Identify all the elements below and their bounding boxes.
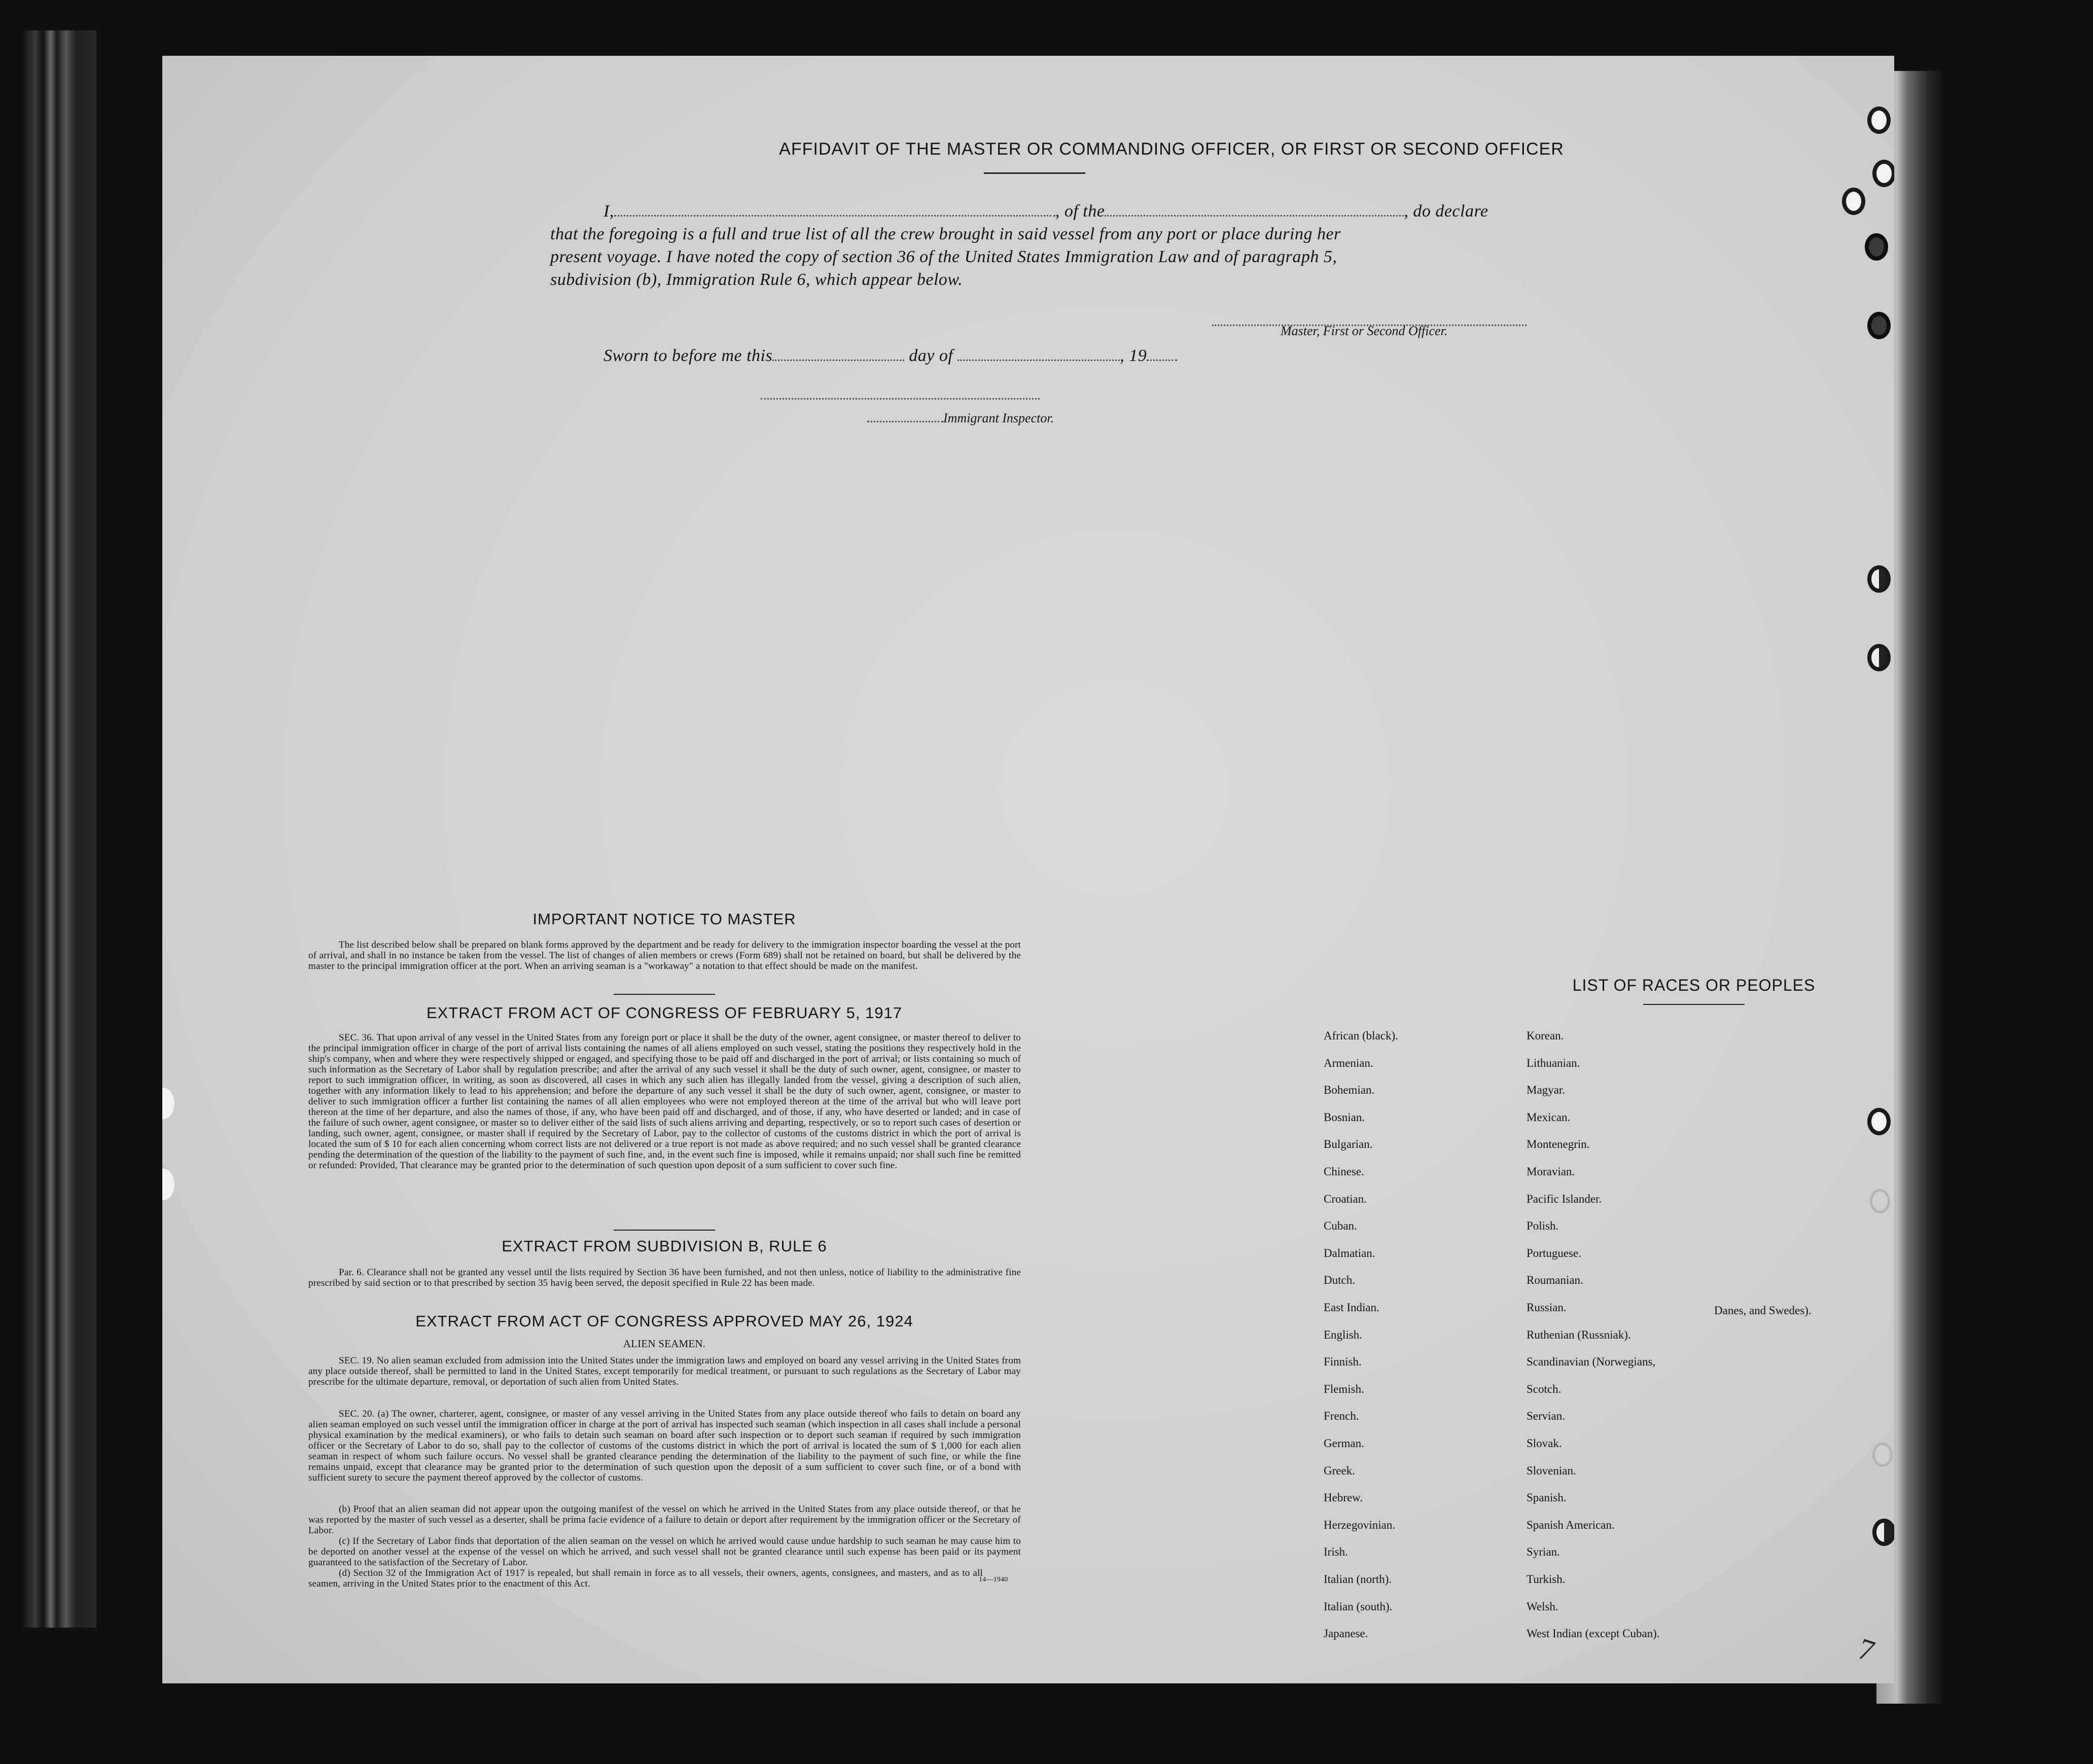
race-item: Servian. — [1527, 1410, 1566, 1423]
race-item: Roumanian. — [1527, 1274, 1583, 1287]
notice-divider — [614, 994, 715, 995]
inspector-signature-lead — [867, 416, 943, 422]
race-item: Spanish. — [1527, 1491, 1567, 1504]
race-item: Dalmatian. — [1324, 1246, 1375, 1259]
year-label: , 19 — [1120, 346, 1147, 365]
race-item: Greek. — [1324, 1464, 1355, 1477]
race-item: Croatian. — [1324, 1192, 1367, 1205]
race-item: Finnish. — [1324, 1355, 1362, 1369]
sec20d-text: (d) Section 32 of the Immigration Act of 1917 is repealed, but shall remain in force as to all vessels, their owners, agents, consignees, and masters, and as to all seamen, arriving in the United States prior to the enactment of this Act. — [308, 1568, 983, 1589]
binder-hole-icon — [1867, 644, 1891, 671]
binder-hole-icon — [1867, 312, 1891, 339]
race-item: Japanese. — [1324, 1627, 1368, 1640]
race-item: English. — [1324, 1328, 1363, 1341]
race-item: Armenian. — [1324, 1056, 1373, 1069]
race-item: Turkish. — [1527, 1573, 1566, 1586]
master-signature-label: Master, First or Second Officer. — [1281, 323, 1448, 338]
binder-hole-icon — [1872, 160, 1894, 187]
race-item: Scandinavian (Norwegians, — [1527, 1355, 1656, 1369]
race-item: Flemish. — [1324, 1382, 1364, 1395]
race-item: Welsh. — [1527, 1600, 1558, 1613]
sworn-day-field[interactable] — [772, 354, 904, 361]
day-of-label: day of — [909, 346, 953, 365]
binder-edge-left — [20, 30, 96, 1628]
race-item: Portuguese. — [1527, 1246, 1581, 1259]
page-number-mark: 7 — [1854, 1632, 1879, 1669]
rule6-title: EXTRACT FROM SUBDIVISION B, RULE 6 — [502, 1237, 827, 1255]
inspector-signature-field[interactable] — [761, 393, 1040, 400]
races-divider — [1643, 1004, 1745, 1005]
sworn-line — [604, 345, 1177, 367]
binder-hole-icon — [1867, 565, 1891, 593]
race-item: Polish. — [1527, 1219, 1559, 1233]
race-item-continuation: Danes, and Swedes). — [1714, 1304, 1812, 1317]
declaration-line-4: subdivision (b), Immigration Rule 6, which appear below. — [550, 270, 963, 289]
binder-hole-icon — [1867, 1108, 1891, 1135]
extract-1917-text: SEC. 36. That upon arrival of any vessel in the United States from any foreign port or place it shall be the duty of the owner, agent consignee, or master thereof to deliver to the principal immigration officer in charge of the port of arrival lists containing the names of all aliens employed on such vessel, stating the positions they respectively hold in the ship's company, when and where they were respectively shipped or engaged, and specifying those to be paid off and discharged in the port of arrival; or lists containing so much of such information as the Secretary of Labor shall by regulation prescribe; and after the arrival of any such vessel it shall be the duty of such owner, agent, consignee, or master to report to such immigration officer, in writing, as soon as discovered, all cases in which any such alien has illegally landed from the vessel, giving a description of such alien, together with any information likely to lead to his apprehension; and before the departure of any such vessel it shall be the duty of such owner, agent, consignee, or master to deliver to such immigration officer a further list containing the names of all alien employees who were not employed thereon at the time of the arrival but who will leave port thereon at the time of her departure, and also the names of those, if any, who have been paid off and discharged, and of those, if any, who have deserted or landed; and in case of the failure of such owner, agent consignee, or master so to deliver either of the said lists of such aliens arriving and departing, respectively, or so to report such cases of desertion or landing, such owner, agent, consignee, or master shall if required by the Secretary of Labor, pay to the collector of customs of the customs district in which the port of arrival is located the sum of $ 10 for each alien concerning whom correct lists are not delivered or a true report is not made as above required; and no such vessel shall be granted clearance pending the determination of the question of the liability to the payment of such fine, and, in the event such fine is imposed, while it remains unpaid; nor shall such fine be remitted or refunded: Provided, That clearance may be granted prior to the determination of such question upon deposit of a sum sufficient to cover such fine. — [308, 1032, 1021, 1171]
declaration-line-3: present voyage. I have noted the copy of section 36 of the United States Immigration Law and of paragraph 5, — [550, 247, 1337, 266]
rule6-text: Par. 6. Clearance shall not be granted any vessel until the lists required by Section 36 have been furnished, and not then unless, notice of liability to the administrative fine prescribed by said section or to that prescribed by section 35 havig been served, the deposit specified in Rule 22 has been made. — [308, 1267, 1021, 1288]
title-divider — [984, 172, 1085, 174]
declaration-of: , of the — [1055, 202, 1105, 221]
binder-hole-icon — [1867, 106, 1891, 134]
race-item: Russian. — [1527, 1301, 1567, 1314]
race-item: Scotch. — [1527, 1382, 1562, 1395]
extract-1917-title: EXTRACT FROM ACT OF CONGRESS OF FEBRUARY 5, 1917 — [426, 1004, 903, 1022]
vessel-name-field[interactable] — [1105, 210, 1404, 217]
race-item: Montenegrin. — [1527, 1138, 1590, 1151]
race-item: Cuban. — [1324, 1219, 1357, 1233]
sec20b-text: (b) Proof that an alien seaman did not appear upon the outgoing manifest of the vessel on which he arrived in the United States from any place outside thereof, or that he was reported by the master of such vessel as a deserter, shall be prima facie evidence of a failure to detain or deport after requirement by the immigration officer or the Secretary of Labor. — [308, 1504, 1021, 1536]
notice-title: IMPORTANT NOTICE TO MASTER — [533, 910, 796, 928]
race-item: West Indian (except Cuban). — [1527, 1627, 1660, 1640]
declaration-line-1 — [604, 200, 1689, 223]
declarant-name-field[interactable] — [614, 210, 1055, 217]
race-item: Italian (south). — [1324, 1600, 1393, 1613]
race-item: Hebrew. — [1324, 1491, 1363, 1504]
sec19-text: SEC. 19. No alien seaman excluded from admission into the United States under the immigration laws and employed on board any vessel arriving in the United States from any place outside thereof, shall be permitted to land in the United States, except temporarily for medical treatment, or pursuant to such regulations as the Secretary of Labor may prescribe for the ultimate departure, removal, or deportation of such alien from United States. — [308, 1355, 1021, 1387]
race-item: Bohemian. — [1324, 1084, 1375, 1097]
race-item: Pacific Islander. — [1527, 1192, 1602, 1205]
race-item: Ruthenian (Russniak). — [1527, 1328, 1631, 1341]
race-item: French. — [1324, 1410, 1359, 1423]
race-item: Herzegovinian. — [1324, 1518, 1396, 1531]
extract-1917-divider — [614, 1230, 715, 1231]
race-item: Italian (north). — [1324, 1573, 1392, 1586]
binder-hole-left-icon — [162, 1088, 174, 1119]
race-item: African (black). — [1324, 1029, 1398, 1042]
sec20c-text: (c) If the Secretary of Labor finds that deportation of the alien seaman on the vessel on which he arrived would cause undue hardship to such seaman he may cause him to be deported on another vessel at the expense of the vessel on which he arrived, and such vessel shall not be granted clearance until such expense has been paid or its payment guaranteed to the satisfaction of the Secretary of Labor. — [308, 1536, 1021, 1568]
sworn-label: Sworn to before me this — [604, 346, 773, 365]
declaration-declare: , do declare — [1404, 202, 1488, 221]
sworn-month-field[interactable] — [957, 354, 1120, 361]
race-item: Slovak. — [1527, 1437, 1562, 1450]
race-item: Lithuanian. — [1527, 1056, 1580, 1069]
inspector-label: Immigrant Inspector. — [943, 411, 1054, 425]
race-item: Bulgarian. — [1324, 1138, 1373, 1151]
race-item: Spanish American. — [1527, 1518, 1615, 1531]
binder-hole-icon — [1872, 1443, 1893, 1467]
sec20a-text: SEC. 20. (a) The owner, charterer, agent, consignee, or master of any vessel arriving in the United States from any place outside thereof who fails to detain on board any alien seaman employed on such vessel until the immigration officer in charge at the port of arrival has inspected such seaman (which inspection in all cases shall include a personal physical examination by the medical examiners), or who fails to detain such seaman on board after such inspection or to deport such seaman if required by such immigration officer or the Secretary of Labor to do so, shall pay to the collector of customs of the customs district in which the port of arrival is located the sum of $ 1,000 for each alien seaman in respect of whom such failure occurs. No vessel shall be granted clearance pending the determination of the liability to the payment of such fine, or while the fine remains unpaid, except that clearance may be granted prior to the determination of such question upon the deposit of a sum sufficient to cover such fine, or of a bond with sufficient surety to secure the payment thereof approved by the collector of customs. — [308, 1409, 1021, 1483]
declaration-i: I, — [604, 202, 614, 221]
race-item: German. — [1324, 1437, 1364, 1450]
form-number: 14—1940 — [979, 1576, 1008, 1583]
binder-hole-left-icon — [162, 1169, 174, 1200]
sworn-year-field[interactable] — [1147, 354, 1177, 361]
race-item: East Indian. — [1324, 1301, 1379, 1314]
notice-text: The list described below shall be prepared on blank forms approved by the department and be ready for delivery to the immigration inspector boarding the vessel at the port of arrival, and shall in no instance be taken from the vessel. The list of changes of alien members or crews (Form 689) shall not be retained on board, but shall be delivered by the master to the principal immigration officer at the port. When an arriving seaman is a "workaway" a notation to that effect should be made on the manifest. — [308, 940, 1021, 971]
declaration-line-2: that the foregoing is a full and true list of all the crew brought in said vessel from any port or place during her — [550, 225, 1341, 243]
race-item: Syrian. — [1527, 1545, 1560, 1559]
extract-1924-title: EXTRACT FROM ACT OF CONGRESS APPROVED MAY 26, 1924 — [415, 1312, 913, 1330]
binder-hole-icon — [1870, 1189, 1890, 1213]
race-item: Irish. — [1324, 1545, 1348, 1559]
race-item: Dutch. — [1324, 1274, 1355, 1287]
races-title: LIST OF RACES OR PEOPLES — [1572, 976, 1816, 994]
manifest-page — [162, 56, 1894, 1683]
affidavit-title: AFFIDAVIT OF THE MASTER OR COMMANDING OFFICER, OR FIRST OR SECOND OFFICER — [779, 139, 1564, 159]
race-item: Moravian. — [1527, 1165, 1575, 1178]
race-item: Magyar. — [1527, 1084, 1566, 1097]
extract-1924-subtitle: ALIEN SEAMEN. — [623, 1338, 706, 1350]
binder-hole-icon — [1872, 1519, 1894, 1546]
race-item: Chinese. — [1324, 1165, 1364, 1178]
race-item: Korean. — [1527, 1029, 1564, 1042]
race-item: Slovenian. — [1527, 1464, 1576, 1477]
binder-hole-icon — [1865, 233, 1888, 261]
race-item: Mexican. — [1527, 1110, 1571, 1124]
race-item: Bosnian. — [1324, 1110, 1365, 1124]
binder-hole-icon — [1842, 188, 1865, 215]
